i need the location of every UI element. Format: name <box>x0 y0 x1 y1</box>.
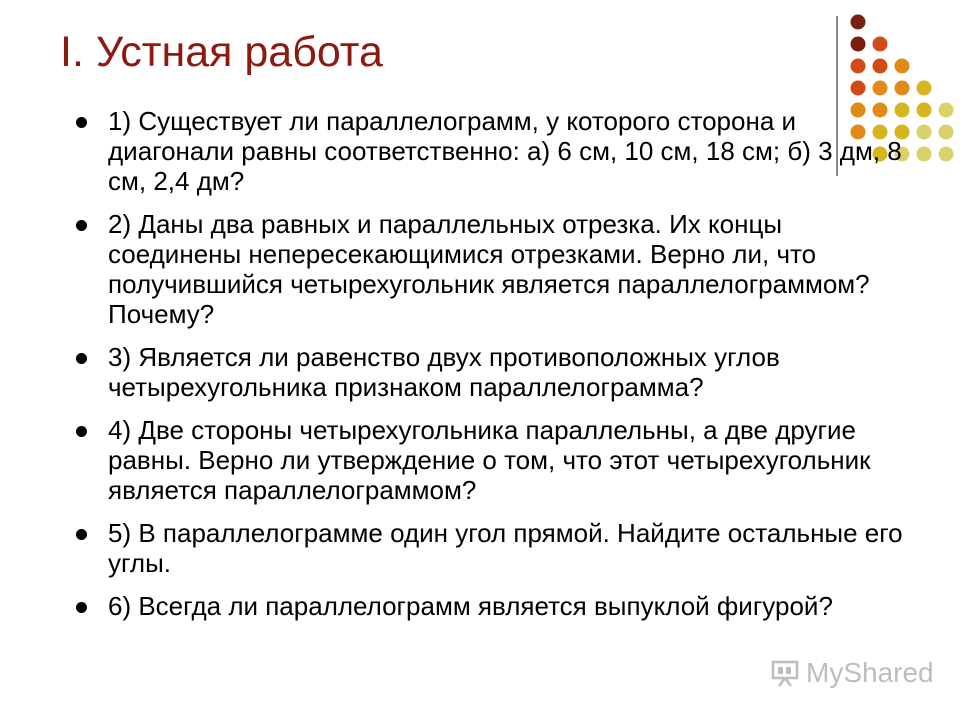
list-item <box>76 209 916 329</box>
decorative-dot <box>873 59 888 74</box>
bullet-icon <box>76 529 87 540</box>
question-text: 1) Существует ли параллелограмм, у которого сторона и диагонали равны соответственно: а) 6 см, 10 см, 18 см; б) 3 дм, 8 см, 2,4 дм? <box>108 106 902 196</box>
decorative-dot <box>851 59 866 74</box>
bullet-icon <box>76 602 87 613</box>
decorative-dot <box>917 125 932 140</box>
question-text: 2) Даны два равных и параллельных отрезка. Их концы соединены непересекающимися отрезками. Верно ли, что получившийся четырехугольник является параллелограммом? Почему? <box>108 209 870 329</box>
slide-title: I. Устная работа <box>60 28 383 76</box>
question-text: 6) Всегда ли параллелограмм является выпуклой фигурой? <box>108 591 833 621</box>
question-list <box>76 106 916 634</box>
question-text: 5) В параллелограмме один угол прямой. Найдите остальные его углы. <box>108 518 903 578</box>
bullet-icon <box>76 426 87 437</box>
list-item <box>76 415 916 505</box>
bullet-icon <box>76 117 87 128</box>
decorative-dot <box>851 15 866 30</box>
decorative-dot <box>895 81 910 96</box>
watermark-text: MyShared <box>806 657 934 688</box>
decorative-dot <box>851 37 866 52</box>
decorative-dot <box>939 103 954 118</box>
decorative-dot <box>917 103 932 118</box>
bullet-icon <box>76 220 87 231</box>
list-item <box>76 591 916 621</box>
decorative-dot <box>917 147 932 162</box>
decorative-dot <box>895 59 910 74</box>
bullet-icon <box>76 353 87 364</box>
decorative-dot <box>917 81 932 96</box>
projector-screen-icon <box>770 658 800 688</box>
myshared-watermark <box>770 655 934 691</box>
list-item <box>76 518 916 578</box>
decorative-dot <box>939 147 954 162</box>
decorative-dot <box>873 37 888 52</box>
list-item <box>76 106 916 196</box>
decorative-dot <box>873 81 888 96</box>
question-text: 3) Является ли равенство двух противоположных углов четырехугольника признаком параллелограмма? <box>108 342 780 402</box>
decorative-dot <box>851 81 866 96</box>
list-item <box>76 342 916 402</box>
question-text: 4) Две стороны четырехугольника параллельны, а две другие равны. Верно ли утверждение о том, что этот четырехугольник является параллелограммом? <box>108 415 871 505</box>
decorative-dot <box>939 125 954 140</box>
